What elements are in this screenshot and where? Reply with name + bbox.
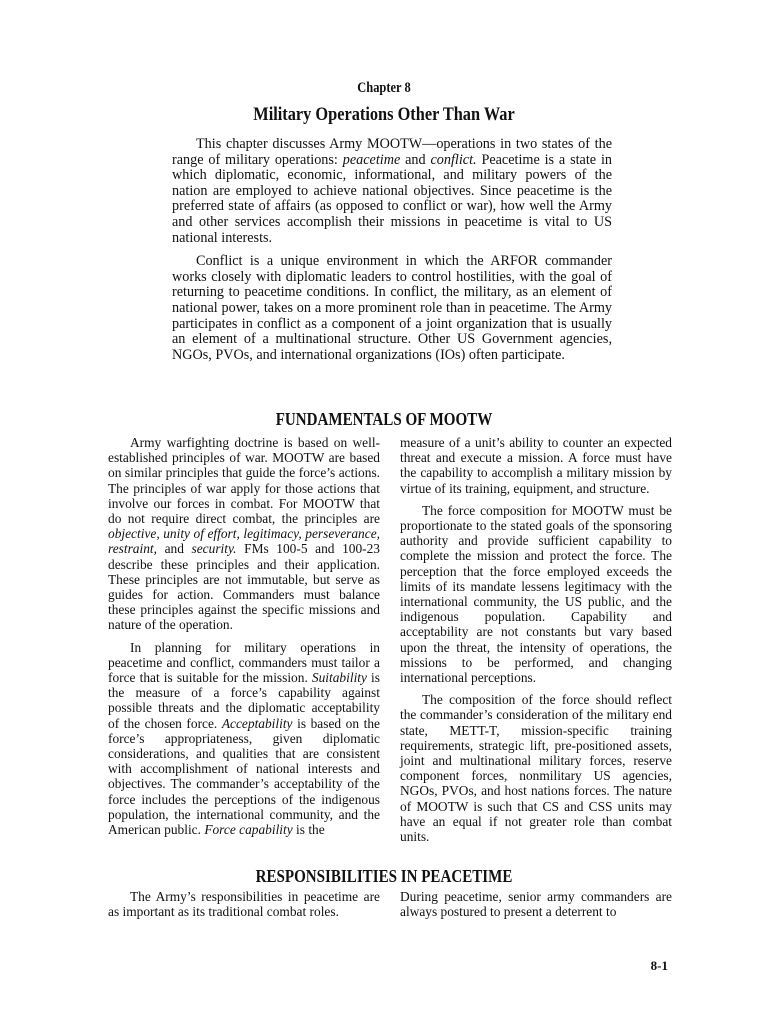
emphasis-force-capability: Force capability xyxy=(204,822,293,838)
chapter-label: Chapter 8 xyxy=(357,80,411,96)
responsibilities-right-column xyxy=(400,889,672,919)
fundamentals-paragraph-4: The composition of the force should reflect the commander’s consideration of the military end state, METT-T, mission-specific training requirements, strategic lift, pre-positioned assets, joint and multinational military forces, reserve component forces, nonmilitary US agencies, NGOs, PVOs, and host nations forces. The nature of MOOTW is such that CS and CSS units may have an equal if not greater role than combat units. xyxy=(400,692,672,845)
chapter-title: Military Operations Other Than War xyxy=(253,104,515,125)
responsibilities-paragraph-1: The Army’s responsibilities in peacetime are as important as its traditional combat roles. xyxy=(108,889,380,920)
fundamentals-paragraph-2-continued: measure of a unit’s ability to counter an expected threat and execute a mission. A force must have the capability to accomplish a military mission by virtue of its training, equipment, and structure. xyxy=(400,435,672,496)
section-heading-responsibilities: RESPONSIBILITIES IN PEACETIME xyxy=(255,866,513,886)
emphasis-conflict: conflict. xyxy=(430,151,477,168)
emphasis-peacetime: peacetime xyxy=(342,151,401,168)
fundamentals-paragraph-3: The force composition for MOOTW must be proportionate to the stated goals of the sponsoring authority and provide sufficient capability to complete the mission and protect the force. The perception that the force employed exceeds the limits of its mandate lessens legitimacy with the international community, the US public, and the indigenous population. Capability and acceptability are not constants but vary based upon the threat, the intensity of operations, the missions to be performed, and changing international perceptions. xyxy=(400,502,672,686)
emphasis-principles: objective, unity of effort, legitimacy, perseverance, restraint, xyxy=(108,526,380,557)
intro-paragraph-2: Conflict is a unique environment in which the ARFOR commander works closely with diplomatic leaders to control hostilities, with the goal of returning to peacetime conditions. In conflict, the military, as an element of national power, takes on a more prominent role than in peacetime. The Army participates in conflict as a component of a joint organization that is usually an element of a multinational structure. Other US Government agencies, NGOs, PVOs, and international organizations (IOs) often participate. xyxy=(172,253,612,363)
page-number: 8-1 xyxy=(650,958,668,973)
fundamentals-right-column xyxy=(400,435,672,844)
fundamentals-paragraph-2: In planning for military operations in peacetime and conflict, commanders must tailor a force that is suitable for the mission. Suitability is the measure of a force’s capability against possible threats and the diplomatic acceptability of the chosen force. Acceptability is based on the force’s appropriateness, given diplomatic considerations, and qualities that are consistent with accomplishment of national interests and objectives. The commander’s acceptability of the force includes the perceptions of the indigenous population, the international community, and the American public. Force capability is the xyxy=(108,639,380,838)
intro-paragraph-1: This chapter discusses Army MOOTW—operations in two states of the range of military operations: peacetime and conflict. Peacetime is a state in which diplomatic, economic, informational, and military powers of the nation are employed to achieve national objectives. Since peacetime is the preferred state of affairs (as opposed to conflict or war), how well the Army and other services accomplish their missions in peacetime is vital to US national interests. xyxy=(172,136,612,246)
fundamentals-left-column xyxy=(108,435,380,837)
emphasis-security: security. xyxy=(191,541,237,557)
intro-section xyxy=(172,137,612,363)
responsibilities-left-column xyxy=(108,889,380,919)
section-heading-fundamentals: FUNDAMENTALS OF MOOTW xyxy=(275,409,493,429)
fundamentals-paragraph-1: Army warfighting doctrine is based on well-established principles of war. MOOTW are based on similar principles that guide the force’s actions. The principles of war apply for those actions that involve our forces in combat. For MOOTW that do not require direct combat, the principles are objective, unity of effort, legitimacy, perseverance, restraint, and security. FMs 100-5 and 100-23 describe these principles and their application. These principles are not immutable, but serve as guides for action. Commanders must balance these principles against the specific missions and nature of the operation. xyxy=(108,435,381,633)
responsibilities-paragraph-2: During peacetime, senior army commanders are always postured to present a deterrent to xyxy=(400,889,672,920)
emphasis-suitability: Suitability xyxy=(311,670,367,686)
emphasis-acceptability: Acceptability xyxy=(221,715,293,731)
